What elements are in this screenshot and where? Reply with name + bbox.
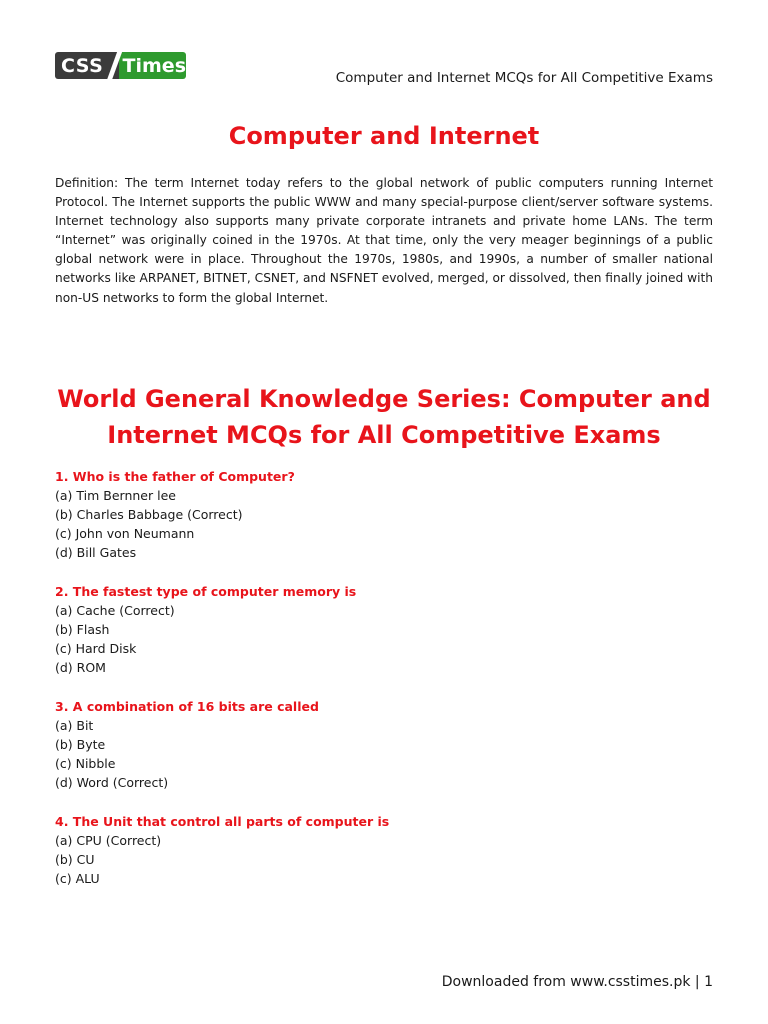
option-b: (b) Byte (55, 737, 106, 753)
option-c: (c) ALU (55, 871, 100, 887)
option-a: (a) Bit (55, 718, 94, 734)
mcq-question-1 (55, 467, 715, 562)
option-d: (d) Bill Gates (55, 545, 137, 561)
definition-paragraph: Definition: The term Internet today refers to the global network of public computers running Internet Protocol. The Internet supports the public WWW and many special-purpose client/server software systems. Internet technology also supports many private corporate intranets and private home LANs. The term “Internet” was originally coined in the 1970s. At that time, only the very meager beginnings of a public global network were in place. Throughout the 1970s, 1980s, and 1990s, a number of smaller national networks like ARPANET, BITNET, CSNET, and NSFNET evolved, merged, or dissolved, then finally joined with non-US networks to form the global Internet. (55, 176, 713, 305)
option-a: (a) Cache (Correct) (55, 603, 175, 619)
option-a: (a) Tim Bernner lee (55, 488, 176, 504)
header-title: Computer and Internet MCQs for All Competitive Exams (335, 70, 713, 86)
option-b: (b) Charles Babbage (Correct) (55, 507, 243, 523)
logo-times-text: Times (119, 52, 186, 79)
page-footer: Downloaded from www.csstimes.pk | 1 (441, 974, 713, 990)
mcq-question-2 (55, 582, 715, 677)
logo-css-text: CSS (55, 52, 119, 79)
option-c: (c) John von Neumann (55, 526, 195, 542)
page-title: Computer and Internet (228, 122, 540, 150)
option-b: (b) Flash (55, 622, 110, 638)
question-text: 2. The fastest type of computer memory is (55, 584, 357, 599)
mcq-question-4 (55, 812, 715, 888)
mcq-question-3 (55, 697, 715, 792)
option-c: (c) Hard Disk (55, 641, 137, 657)
option-d: (d) ROM (55, 660, 106, 676)
option-d: (d) Word (Correct) (55, 775, 169, 791)
series-title: World General Knowledge Series: Computer and Internet MCQs for All Competitive Exams (57, 385, 711, 449)
question-text: 1. Who is the father of Computer? (55, 469, 295, 484)
question-text: 4. The Unit that control all parts of computer is (55, 814, 390, 829)
question-text: 3. A combination of 16 bits are called (55, 699, 319, 714)
option-b: (b) CU (55, 852, 95, 868)
option-c: (c) Nibble (55, 756, 116, 772)
site-logo (55, 52, 186, 79)
option-a: (a) CPU (Correct) (55, 833, 162, 849)
